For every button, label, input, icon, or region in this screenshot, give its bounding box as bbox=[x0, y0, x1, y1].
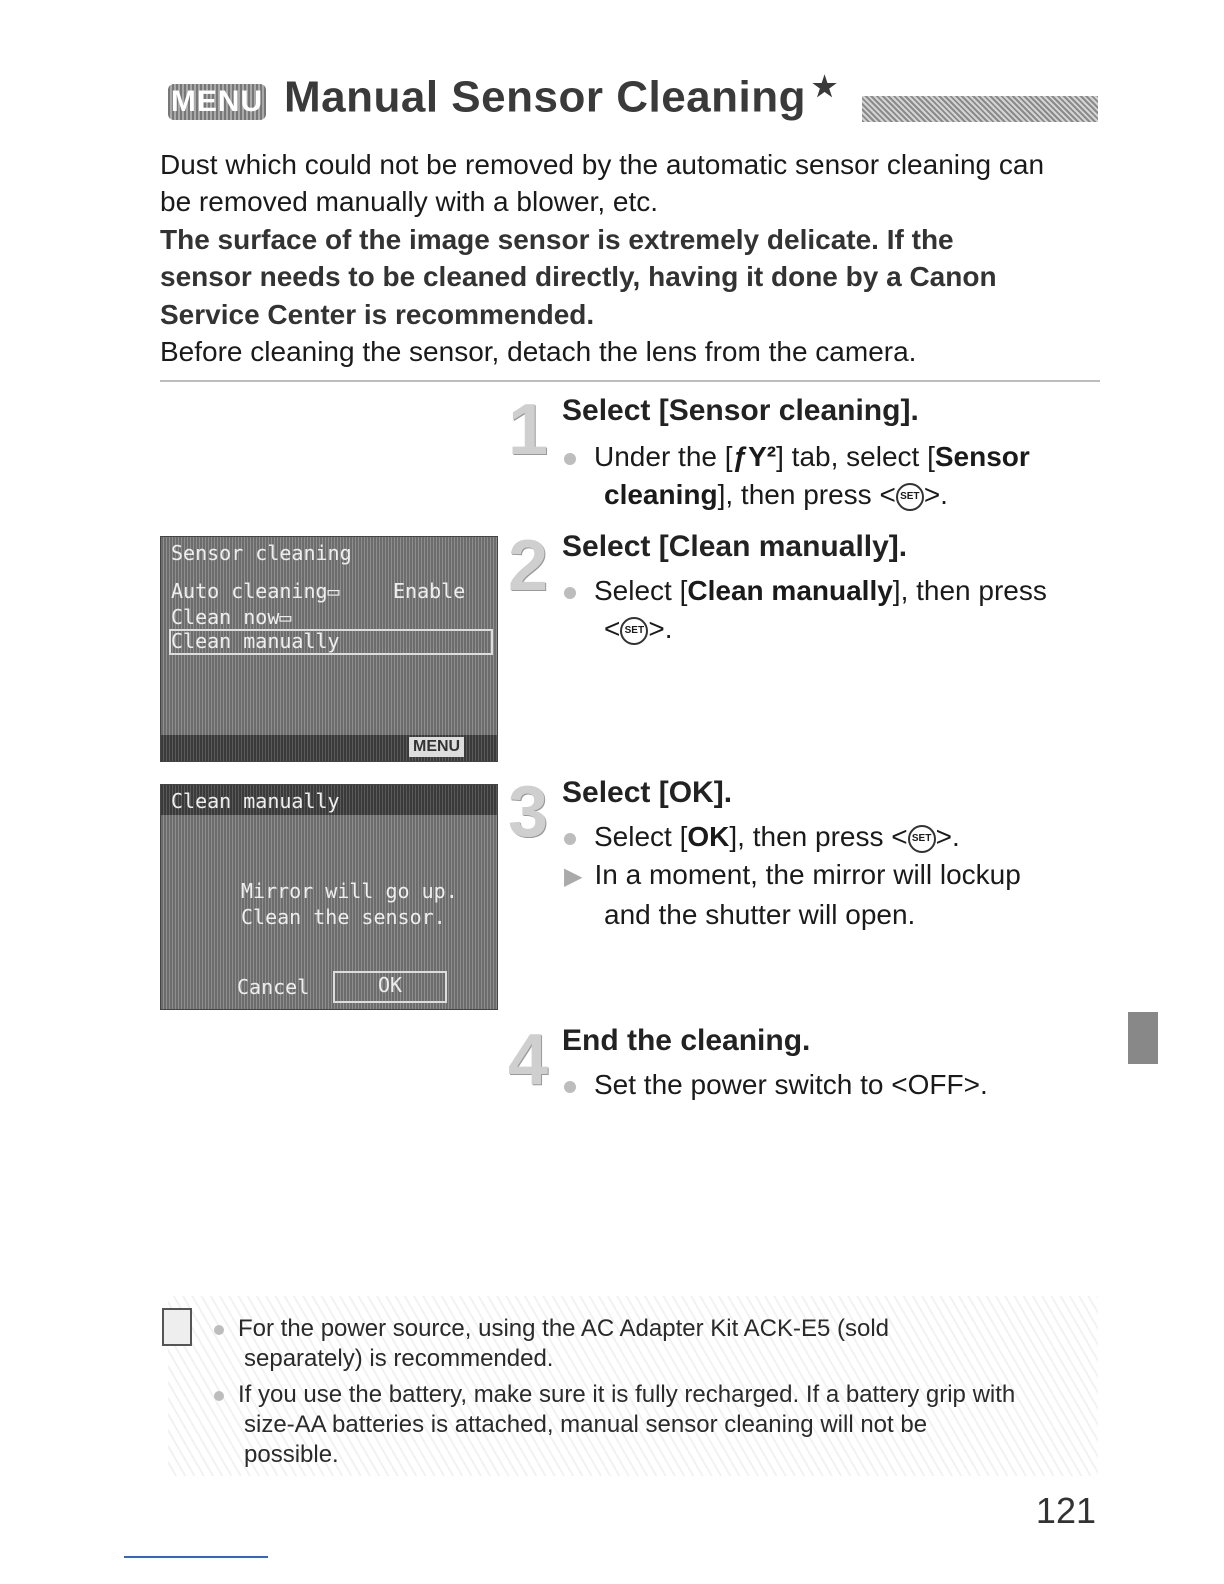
title-decoration-bar bbox=[862, 96, 1098, 122]
note-1: For the power source, using the AC Adapter Kit ACK-E5 (sold separately) is recommended. bbox=[214, 1314, 889, 1374]
step-3-bullet-2: ▶ In a moment, the mirror will lockup and the shutter will open. bbox=[564, 859, 1021, 930]
step-3-title: Select [OK]. bbox=[562, 776, 733, 809]
section-divider bbox=[160, 380, 1100, 382]
screen-ok-option-selected: OK bbox=[333, 971, 447, 1003]
bullet-icon bbox=[214, 1325, 224, 1335]
screen-title: Clean manually bbox=[171, 789, 340, 813]
page-number: 121 bbox=[1035, 1490, 1096, 1531]
camera-screen-clean-manually bbox=[160, 784, 498, 1010]
bullet-icon bbox=[564, 453, 576, 465]
screen-message-2: Clean the sensor. bbox=[241, 905, 446, 929]
screen-cancel-option: Cancel bbox=[237, 975, 310, 999]
bullet-icon bbox=[564, 833, 576, 845]
memo-icon bbox=[162, 1308, 192, 1346]
intro-line-3: Before cleaning the sensor, detach the lens from the camera. bbox=[160, 336, 917, 367]
intro-line-2: be removed manually with a blower, etc. bbox=[160, 186, 659, 217]
step-2-title: Select [Clean manually]. bbox=[562, 530, 908, 563]
page-title: Manual Sensor Cleaning ★ bbox=[284, 71, 838, 122]
set-button-icon: SET bbox=[908, 825, 936, 853]
step-4-number: 4 bbox=[508, 1020, 549, 1100]
step-1-number: 1 bbox=[508, 390, 549, 470]
warning-line-2: sensor needs to be cleaned directly, having it done by a Canon bbox=[160, 261, 997, 292]
warning-line-1: The surface of the image sensor is extremely delicate. If the bbox=[160, 224, 954, 255]
step-2-number: 2 bbox=[508, 526, 549, 606]
chapter-tab-marker bbox=[1128, 1012, 1158, 1064]
set-button-icon: SET bbox=[896, 483, 924, 511]
screen-row-clean-now: Clean now▭ bbox=[171, 605, 292, 629]
bullet-icon bbox=[564, 1081, 576, 1093]
menu-back-icon: MENU bbox=[409, 737, 464, 757]
camera-screen-sensor-cleaning bbox=[160, 536, 498, 762]
tools-tab-icon: ƒY² bbox=[732, 441, 777, 472]
screen-title: Sensor cleaning bbox=[171, 541, 352, 565]
step-4-bullet: Set the power switch to <OFF>. bbox=[564, 1066, 1064, 1104]
step-3-number: 3 bbox=[508, 772, 549, 852]
step-1-bullet: Under the [ƒY²] tab, select [Sensor cleaning], then press < SET >. bbox=[564, 438, 1064, 514]
bullet-icon bbox=[564, 587, 576, 599]
screen-row-auto-cleaning: Auto cleaning▭ bbox=[171, 579, 340, 603]
star-icon: ★ bbox=[811, 71, 838, 102]
note-2: If you use the battery, make sure it is fully recharged. If a battery grip with size-AA batteries is attached, manual sensor cleaning will not be possible. bbox=[214, 1380, 1015, 1470]
bullet-icon bbox=[214, 1391, 224, 1401]
result-arrow-icon: ▶ bbox=[564, 863, 583, 890]
camera-icon: ▭ bbox=[327, 579, 340, 603]
screen-row-clean-manually: Clean manually bbox=[171, 629, 340, 653]
step-3-bullet-1: Select [OK], then press < SET >. bbox=[564, 818, 1064, 856]
warning-line-3: Service Center is recommended. bbox=[160, 299, 595, 330]
intro-line-1: Dust which could not be removed by the automatic sensor cleaning can bbox=[160, 149, 1045, 180]
screen-message-1: Mirror will go up. bbox=[241, 879, 458, 903]
step-2-bullet: Select [Clean manually], then press < SET >. bbox=[564, 572, 1064, 648]
screen-row-value: Enable bbox=[393, 579, 466, 603]
bottom-rule bbox=[124, 1556, 268, 1558]
step-1-title: Select [Sensor cleaning]. bbox=[562, 394, 919, 427]
set-button-icon: SET bbox=[620, 617, 648, 645]
menu-badge: MENU bbox=[168, 84, 266, 120]
step-4-title: End the cleaning. bbox=[562, 1024, 811, 1057]
camera-icon: ▭ bbox=[279, 605, 292, 629]
